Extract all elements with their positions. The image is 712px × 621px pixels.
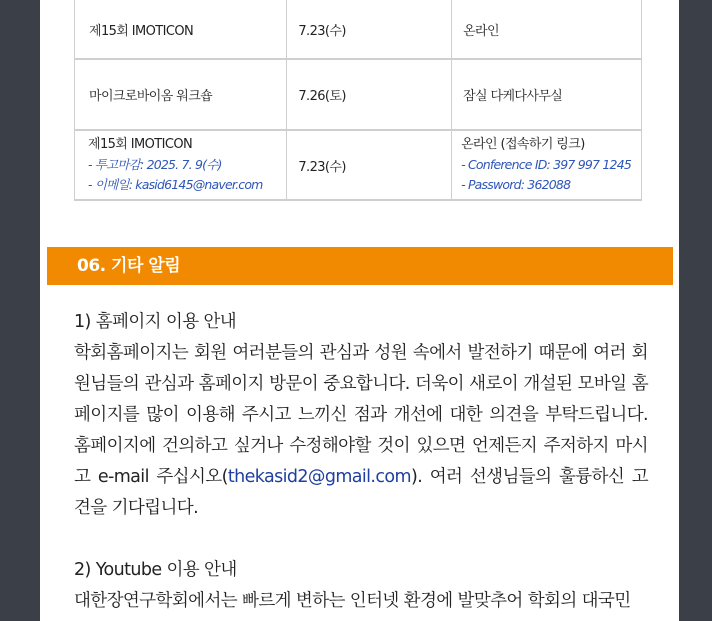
event-date-cell bbox=[287, 0, 452, 59]
conference-id: - Conference ID: 397 997 1245 bbox=[461, 157, 631, 172]
section-title: 06. 기타 알림 bbox=[77, 256, 181, 276]
youtube-notice-text: 대한장연구학회에서는 빠르게 변하는 인터넷 환경에 발맞추어 학회의 대국민 bbox=[74, 591, 631, 611]
event-name: 마이크로바이옴 워크숍 bbox=[89, 89, 213, 104]
table-row bbox=[75, 130, 642, 200]
youtube-notice-heading: 2) Youtube 이용 안내 bbox=[74, 560, 237, 580]
event-location: 잠실 다케다사무실 bbox=[463, 89, 563, 104]
table-row bbox=[75, 59, 642, 130]
event-location-cell bbox=[452, 59, 642, 130]
table-row bbox=[75, 0, 642, 59]
event-date-cell bbox=[287, 59, 452, 130]
submission-email: - 이메일: kasid6145@naver.com bbox=[88, 177, 263, 192]
event-name-cell bbox=[75, 130, 287, 200]
notices-body bbox=[74, 307, 648, 617]
event-name-cell bbox=[75, 59, 287, 130]
event-location[interactable]: 온라인 (접속하기 링크) bbox=[461, 137, 585, 152]
homepage-notice-heading: 1) 홈페이지 이용 안내 bbox=[74, 312, 237, 332]
event-date-cell bbox=[287, 130, 452, 200]
event-location: 온라인 bbox=[463, 23, 499, 39]
event-name: 제15회 IMOTICON bbox=[88, 137, 193, 152]
homepage-notice-text bbox=[74, 338, 648, 524]
homepage-text-after: ). 여러 선생님들의 훌륭하신 고견을 기다립니다. bbox=[74, 467, 649, 518]
contact-email-link[interactable]: thekasid2@gmail.com bbox=[227, 467, 411, 487]
event-date: 7.23(수) bbox=[298, 23, 346, 39]
event-name-cell bbox=[75, 0, 287, 59]
event-location-cell bbox=[452, 0, 642, 59]
newsletter-page bbox=[40, 0, 679, 621]
paragraph-spacer bbox=[74, 524, 648, 555]
event-location-cell bbox=[452, 130, 642, 200]
event-name: 제15회 IMOTICON bbox=[89, 23, 194, 39]
event-date: 7.23(수) bbox=[298, 159, 346, 175]
homepage-text-before: 학회홈페이지는 회원 여러분들의 관심과 성원 속에서 발전하기 때문에 여러 회원님들의 관심과 홈페이지 방문이 중요합니다. 더욱이 새로이 개설된 모바일 홈페이지를 많이 이용해 주시고 느끼신 점과 개선에 대한 의견을 부탁드립니다. 홈페이지에 건의하고 싶거나 수정해야할 것이 있으면 언제든지 주저하지 마시고 e-mail 주십시오( bbox=[74, 343, 648, 487]
event-date: 7.26(토) bbox=[298, 89, 346, 104]
event-schedule-table bbox=[74, 0, 642, 201]
section-header-bar bbox=[47, 247, 673, 285]
submission-deadline: - 투고마감: 2025. 7. 9(수) bbox=[88, 157, 222, 172]
conference-password: - Password: 362088 bbox=[461, 177, 571, 192]
